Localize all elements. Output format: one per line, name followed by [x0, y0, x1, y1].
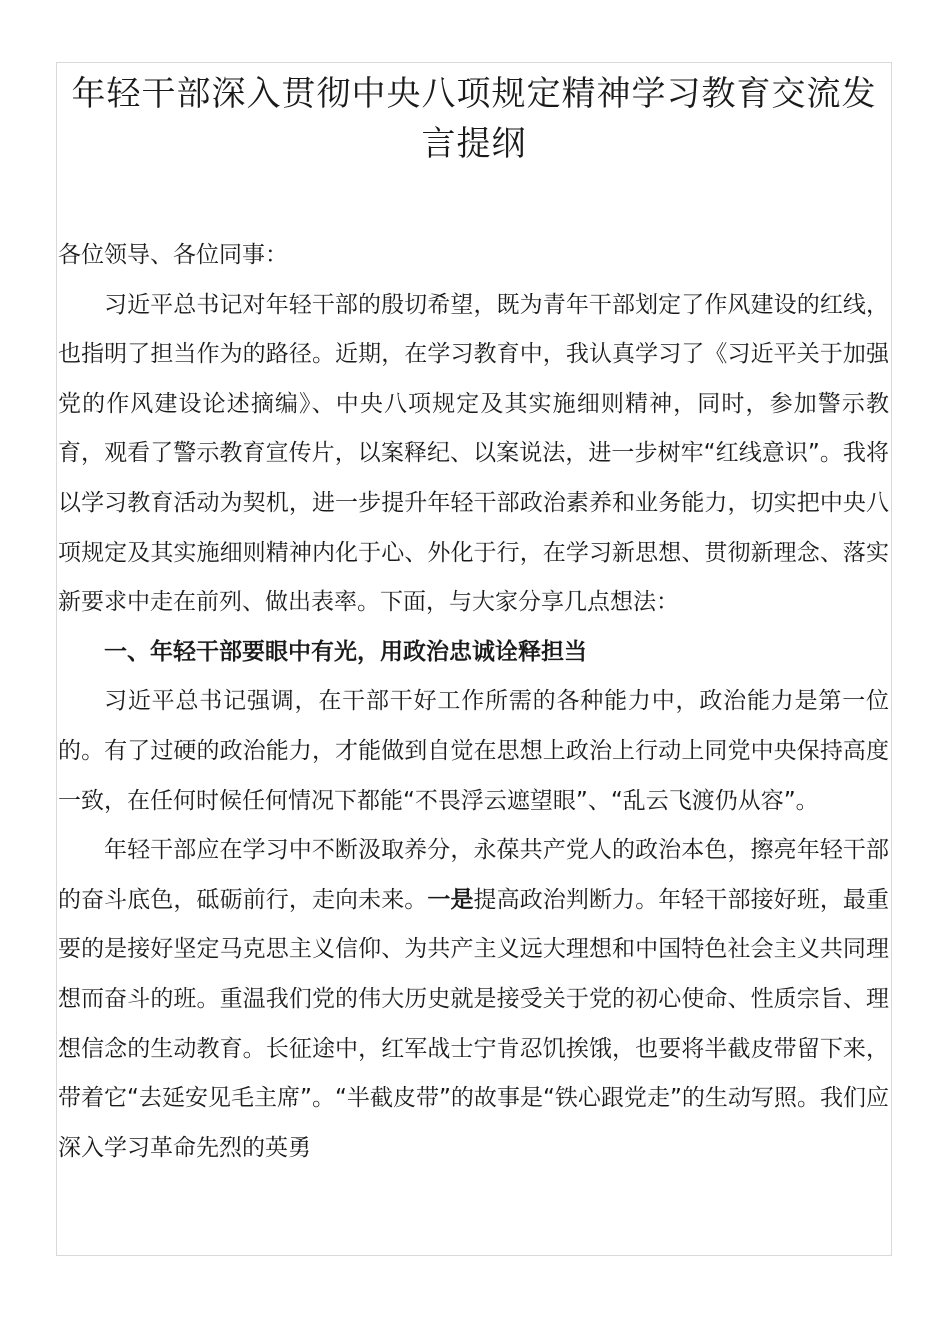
paragraph-intro: 习近平总书记对年轻干部的殷切希望，既为青年干部划定了作风建设的红线，也指明了担当作为的路径。近期，在学习教育中，我认真学习了《习近平关于加强党的作风建设论述摘编》、中央八项规定及其实施细则精神，同时，参加警示教育，观看了警示教育宣传片，以案释纪、以案说法，进一步树牢“红线意识”。我将以学习教育活动为契机，进一步提升年轻干部政治素养和业务能力，切实把中央八项规定及其实施细则精神内化于心、外化于行，在学习新思想、贯彻新理念、落实新要求中走在前列、做出表率。下面，与大家分享几点想法：: [58, 291, 889, 616]
paragraph-political-judgment: [58, 826, 889, 1173]
document-page: [56, 62, 892, 1256]
salutation: 各位领导、各位同事：: [58, 242, 288, 268]
paragraph-political-ability: 习近平总书记强调，在干部干好工作所需的各种能力中，政治能力是第一位的。有了过硬的政治能力，才能做到自觉在思想上政治上行动上同党中央保持高度一致，在任何时候任何情况下都能“不畏浮云遮望眼”、“乱云飞渡仍从容”。: [58, 688, 889, 814]
emphasis-first-point: 一是: [427, 886, 474, 913]
paragraph-text-rest: 提高政治判断力。年轻干部接好班，最重要的是接好坚定马克思主义信仰、为共产主义远大理想和中国特色社会主义共同理想而奋斗的班。重温我们党的伟大历史就是接受关于党的初心使命、性质宗旨、理想信念的生动教育。长征途中，红军战士宁肯忍饥挨饿，也要将半截皮带留下来，带着它“去延安见毛主席”。“半截皮带”的故事是“铁心跟党走”的生动写照。我们应深入学习革命先烈的英勇: [58, 886, 890, 1161]
section-heading-1: 一、年轻干部要眼中有光，用政治忠诚诠释担当: [104, 638, 587, 665]
document-title: 年轻干部深入贯彻中央八项规定精神学习教育交流发言提纲: [71, 74, 877, 164]
paragraph-text-lead: 年轻干部应在学习中不断汲取养分，永葆共产党人的政治本色，擦亮年轻干部的奋斗底色，砥砺前行，走向未来。: [58, 837, 889, 913]
document-body: [57, 231, 891, 1173]
